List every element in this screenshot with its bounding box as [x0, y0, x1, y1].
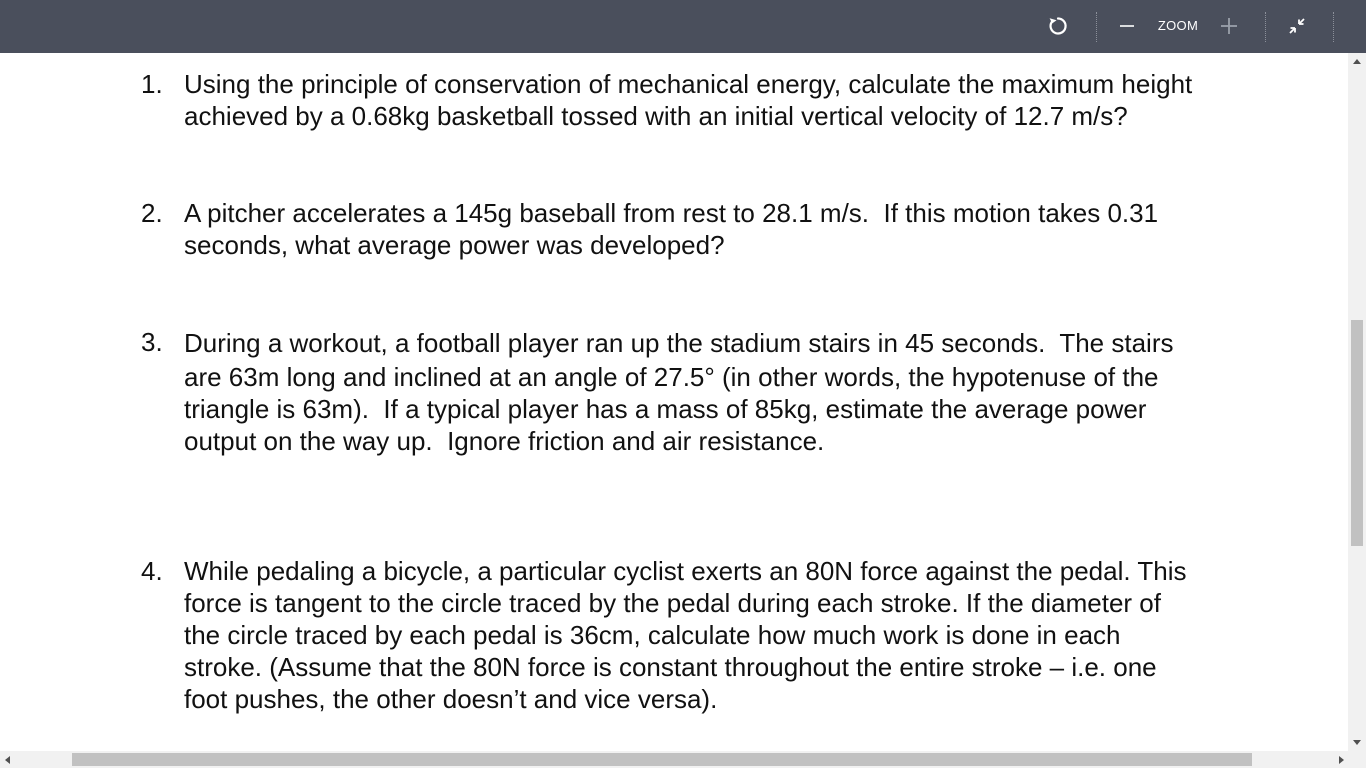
text-line: achieved by a 0.68kg basketball tossed with an initial vertical velocity of 12.7 m/s? — [184, 101, 1128, 131]
question-number: 3. — [141, 327, 163, 357]
vertical-scrollbar-thumb[interactable] — [1351, 320, 1363, 546]
question-text — [184, 68, 1304, 132]
zoom-in-button[interactable] — [1219, 16, 1239, 36]
question-text — [184, 197, 1304, 261]
exit-fullscreen-button[interactable] — [1285, 14, 1309, 38]
text-line: While pedaling a bicycle, a particular cyclist exerts an 80N force against the pedal. This — [184, 556, 1187, 586]
scroll-down-arrow-icon[interactable] — [1353, 740, 1361, 745]
refresh-button[interactable] — [1044, 12, 1072, 40]
zoom-label: ZOOM — [1157, 18, 1199, 33]
question-text — [184, 326, 1304, 457]
text-line: the circle traced by each pedal is 36cm, calculate how much work is done in each — [184, 620, 1121, 650]
minus-icon — [1119, 18, 1135, 34]
document-viewport[interactable] — [0, 53, 1348, 751]
toolbar-divider — [1096, 12, 1097, 42]
scroll-right-arrow-icon[interactable] — [1339, 756, 1344, 764]
question-text — [184, 555, 1304, 715]
question-number: 4. — [141, 556, 163, 586]
toolbar-divider — [1265, 12, 1266, 42]
collapse-icon — [1286, 15, 1308, 37]
horizontal-scrollbar-thumb[interactable] — [72, 753, 1252, 766]
zoom-out-button[interactable] — [1117, 16, 1137, 36]
refresh-icon — [1047, 15, 1069, 37]
toolbar-divider — [1333, 12, 1334, 42]
text-line: A pitcher accelerates a 145g baseball from rest to 28.1 m/s. If this motion takes 0.31 — [184, 198, 1159, 228]
scroll-up-arrow-icon[interactable] — [1353, 59, 1361, 64]
text-line: foot pushes, the other doesn’t and vice versa). — [184, 684, 718, 714]
text-line: force is tangent to the circle traced by the pedal during each stroke. If the diameter of — [184, 588, 1161, 618]
text-line: output on the way up. Ignore friction and air resistance. — [184, 426, 825, 456]
text-line: Using the principle of conservation of mechanical energy, calculate the maximum height — [184, 69, 1193, 99]
text-line: During a workout, a football player ran up the stadium stairs in 45 seconds. The stairs — [184, 328, 1174, 358]
text-line: stroke. (Assume that the 80N force is constant throughout the entire stroke – i.e. one — [184, 652, 1157, 682]
text-line: triangle is 63m). If a typical player has a mass of 85kg, estimate the average power — [184, 394, 1147, 424]
text-line: seconds, what average power was developed? — [184, 230, 725, 260]
plus-icon — [1220, 17, 1238, 35]
question-number: 1. — [141, 69, 163, 99]
viewer-toolbar — [0, 0, 1366, 53]
text-line: are 63m long and inclined at an angle of 27.5° (in other words, the hypotenuse of the — [184, 362, 1159, 392]
question-number: 2. — [141, 198, 163, 228]
scroll-left-arrow-icon[interactable] — [5, 756, 10, 764]
